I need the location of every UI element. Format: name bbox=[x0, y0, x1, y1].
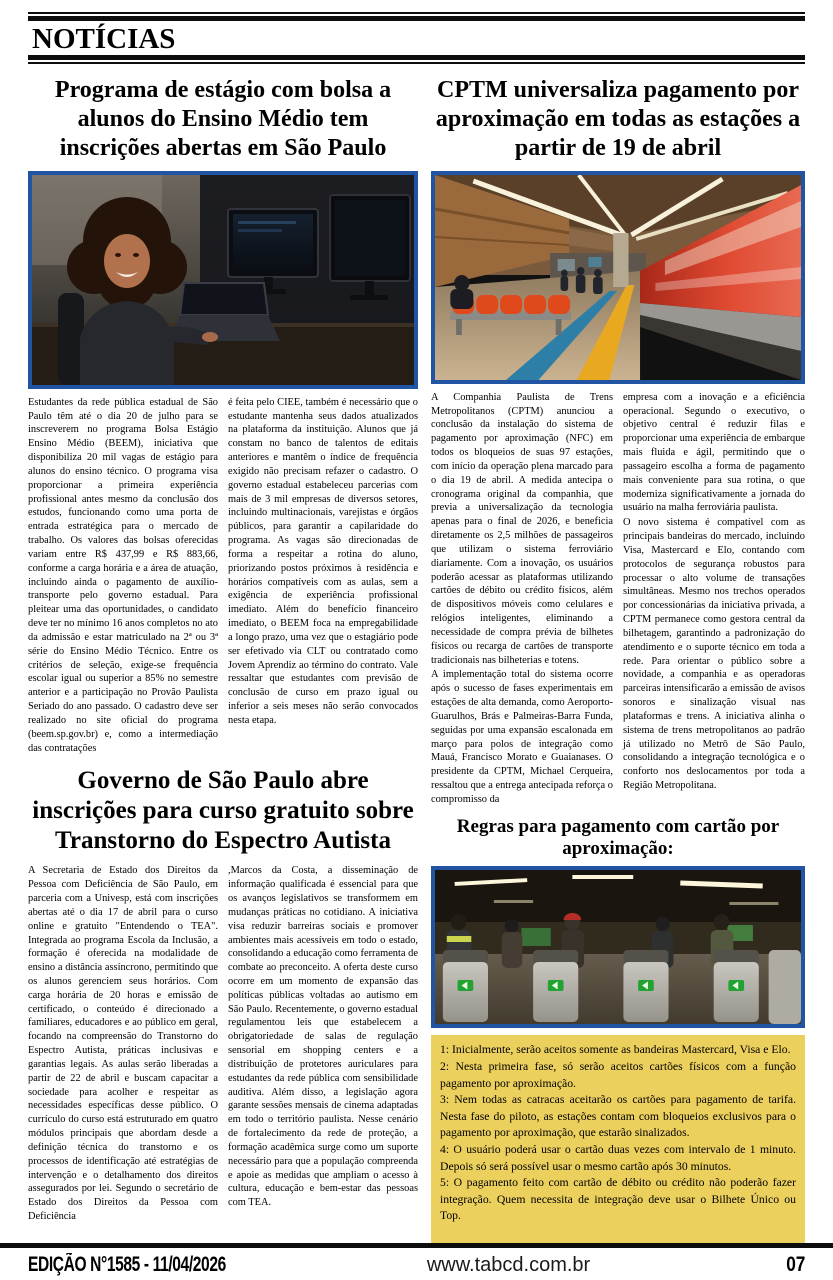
article-cptm-col1-p1: A Companhia Paulista de Trens Metropolitanos (CPTM) anunciou a conclusão da instalação do sistema de pagamento por aproximação (NFC) em todos os bloqueios de suas 97 estações, com início da operação plena marcado para o dia 19 de abril. A medida antecipa o cronograma original da companhia, que previa a universalização da tecnologia apenas para o final de 2026, e beneficia diretamente os 2,5 milhões de passageiros que utilizam o sistema ferroviário diariamente. Com a inovação, os usuários poderão acessar as plataformas utilizando cartões de débito ou crédito físicos, além de dispositivos móveis como celulares e relógios inteligentes, eliminando a necessidade de compra prévia de bilhetes físicos ou recarga de cartões de transporte tradicionais nas bilheterias e totens. bbox=[431, 391, 613, 666]
article-cptm-col2-p1: empresa com a inovação e a eficiência operacional. Segundo o executivo, o objetivo central é reduzir filas e proporcionar uma experiência de embarque mais fluida e ágil, permitindo que o passageiro escolha a forma de pagamento mais conveniente para sua rotina, o que moderniza significativamente a jornada do usuário na malha ferroviária paulista. bbox=[623, 391, 805, 514]
article-cptm-headline: CPTM universaliza pagamento por aproximação em todas as estações a partir de 19 de abril bbox=[435, 77, 801, 162]
masthead bbox=[28, 12, 805, 64]
edition-label: EDIÇÃO N°1585 - 11/04/2026 bbox=[28, 1253, 226, 1276]
article-estagio-col2 bbox=[228, 396, 418, 757]
rule-item-2: 2: Nesta primeira fase, só serão aceitos cartões físicos com a função pagamento por aproximação. bbox=[440, 1059, 796, 1090]
rules-box bbox=[431, 1035, 805, 1247]
article-estagio-col1-text: Estudantes da rede pública estadual de São Paulo têm até o dia 20 de julho para se inscreverem no programa Bolsa Estágio Ensino Médio (BEEM), iniciativa que disponibiliza 20 mil vagas de estágio para alunos do ensino técnico. O programa visa proporcionar a primeira experiência profissional antes mesmo da conclusão dos estudos, funcionando como uma porta de entrada estratégica para o mercado de trabalho. Os valores das bolsas oferecidas variam entre R$ 437,99 e R$ 883,66, conforme a carga horária e a área de atuação, incluindo ainda o pagamento de auxílio-transporte pelo governo estadual. Para pleitear uma das oportunidades, o candidato deve ter no mínimo 16 anos completos no ato da admissão e estar matriculado na 2ª ou 3ª série do Ensino Médio Técnico. Entre os critérios de seleção, exige-se frequência escolar igual ou superior a 85% no semestre anterior e a participação no Provão Paulista Seriado do ano passado. O cadastro deve ser realizado no site oficial do programa (beem.sp.gov.br) e, como a intermediação das contratações bbox=[28, 396, 218, 754]
rule-item-4: 4: O usuário poderá usar o cartão duas vezes com intervalo de 1 minuto. Depois só será possível usar o mesmo cartão após 30 minutos. bbox=[440, 1143, 796, 1173]
train-station-platform-photo bbox=[431, 171, 805, 384]
article-cptm-col2 bbox=[623, 391, 805, 808]
section-title: NOTÍCIAS bbox=[32, 23, 176, 55]
article-estagio-col1 bbox=[28, 396, 218, 757]
rule-item-1: 1: Inicialmente, serão aceitos somente as bandeiras Mastercard, Visa e Elo. bbox=[440, 1043, 791, 1057]
article-tea-col1-text: A Secretaria de Estado dos Direitos da Pessoa com Deficiência de São Paulo, em parceria com a Univesp, está com inscrições abertas até o dia 17 de abril para o curso online e gratuito "Entendendo o TEA". Integrada ao programa Escola da Inclusão, a formação é oferecida na modalidade de ensino a distância assíncrono, permitindo que os alunos gerenciem seus horários. Com carga horária de 20 horas e emissão de certificado, o conteúdo é direcionado a familiares, educadores e ao público em geral, focando na compreensão do Transtorno do Espectro Autista, práticas inclusivas e garantias legais. As aulas serão liberadas a partir de 22 de abril e buscam capacitar a sociedade para acolher e respeitar as necessidades específicas desse público. O currículo do curso está estruturado em quatro módulos principais que abordam desde a definição técnica do transtorno e os processos de identificação até estratégias de intervenção e o detalhamento dos direitos assegurados por lei. Segundo o secretário de Estado dos Direitos da Pessoa com Deficiência bbox=[28, 865, 218, 1223]
article-estagio-body bbox=[28, 396, 418, 757]
turnstiles-photo bbox=[431, 866, 805, 1028]
article-tea-col1 bbox=[28, 864, 218, 1225]
right-column bbox=[431, 70, 805, 1247]
article-cptm-col1-p2: A implementação total do sistema ocorre após o sucesso de fases experimentais em estações de alta demanda, como Aeroporto-Guarulhos, Brás e Palmeiras-Barra Funda, seguidas por uma expansão escalonada em março para polos de integração como Mauá, Francisco Morato e Guaianases. O presidente da CPTM, Michael Cerqueira, ressaltou que a entrega antecipada reforça o compromisso da bbox=[431, 669, 613, 805]
article-tea bbox=[28, 766, 418, 1225]
article-cptm-body bbox=[431, 391, 805, 808]
masthead-bottom-rule-thin bbox=[28, 62, 805, 64]
article-estagio bbox=[28, 76, 418, 756]
article-cptm-col1 bbox=[431, 391, 613, 808]
article-tea-col2-text: ,Marcos da Costa, a disseminação de informação qualificada é essencial para que os avanços legislativos se transformem em mudanças práticas no cotidiano. A iniciativa visa reduzir barreiras sociais e promover ambientes mais acessíveis em todo o estado, consolidando a educação como ferramenta de combate ao preconceito. A oferta deste curso ocorre em um momento de expansão das políticas públicas voltadas ao autismo em São Paulo. Recentemente, o governo estadual regulamentou leis que estabelecem a obrigatoriedade de salas de regulação sensorial em shopping centers e a distribuição de protetores auriculares para estudantes da rede pública com sensibilidade auditiva. Além disso, a legislação agora garante sessões mensais de cinema adaptadas em todo o território paulista. Nesse cenário de fortalecimento da rede de proteção, a formação acadêmica surge como um suporte necessário para que a população compreenda e apoie as medidas que ampliam o acesso à cultura, educação e bem-estar das pessoas com TEA. bbox=[228, 865, 418, 1209]
article-tea-col2 bbox=[228, 864, 418, 1225]
article-cptm bbox=[431, 76, 805, 807]
left-column bbox=[28, 70, 418, 1247]
train-photo-illustration bbox=[435, 175, 801, 380]
rules-title: Regras para pagamento com cartão por aproximação: bbox=[456, 815, 780, 859]
rule-item-5: 5: O pagamento feito com cartão de débito ou crédito não poderão fazer integração. Quem necessita de integração deve usar o Bilhete Único ou Top. bbox=[440, 1176, 796, 1223]
content-grid bbox=[28, 70, 805, 1247]
article-estagio-col2-text: é feita pelo CIEE, também é necessário que o estudante mantenha seus dados atualizados na plataforma da instituição. Alunos que já constam no banco de talentos de editais anteriores e mantêm o índice de frequência exigido não precisam refazer o cadastro. O governo estadual estabeleceu parcerias com mais de 3 mil empresas de diversos setores, incluindo multinacionais, varejistas e órgãos públicos, para garantir a capilaridade do programa. As vagas são direcionadas de forma a respeitar a rotina do aluno, priorizando postos próximos à residência e horários compatíveis com as aulas, sem a exigência de experiência profissional imediato. Além do benefício financeiro imediato, o BEEM foca na empregabilidade a longo prazo, uma vez que o estagiário pode ser efetivado via CLT ou contratado como Jovem Aprendiz ao término do contrato. Vale ressaltar que estudantes com previsão de conclusão de curso em prazo igual ou inferior a seis meses não serão convocados nesta etapa. bbox=[228, 396, 418, 726]
page-number: 07 bbox=[785, 1253, 805, 1276]
website-url: www.tabcd.com.br bbox=[426, 1253, 591, 1276]
footer-rule bbox=[0, 1243, 833, 1248]
article-cptm-col2-p2: O novo sistema é compatível com as principais bandeiras do mercado, incluindo Visa, Mastercard e Elo, contando com protocolos de segurança robustos para processar o alto volume de transações simultâneas. Mesmo nos trechos operados por concessionárias da iniciativa privada, a CPTM permanece como gestora central da bilhetagem, garantindo a padronização do atendimento e o suporte técnico em toda a rede. Para orientar o público sobre a novidade, a companhia e as operadoras parceiras intensificarão a emissão de avisos sonoros e sinalização visual nas plataformas e trens. A iniciativa alinha o sistema de trens metropolitanos ao padrão já utilizado no Metrô de São Paulo, consolidando a integração tecnológica e o conforto nos deslocamentos por toda a Região Metropolitana. bbox=[623, 517, 805, 792]
student-photo-illustration bbox=[32, 175, 414, 385]
student-at-computer-photo bbox=[28, 171, 418, 389]
article-estagio-headline: Programa de estágio com bolsa a alunos do Ensino Médio tem inscrições abertas em São Paulo bbox=[54, 77, 392, 162]
rule-item-3: 3: Nem todas as catracas aceitarão os cartões para pagamento de tarifa. Nesta fase do piloto, as estações contam com bloqueios exclusivos para o pagamento por aproximação, que estarão sinalizados. bbox=[440, 1093, 796, 1140]
turnstiles-photo-illustration bbox=[435, 870, 801, 1024]
article-tea-headline: Governo de São Paulo abre inscrições para curso gratuito sobre Transtorno do Espectro Autista bbox=[32, 767, 414, 855]
rules-section bbox=[431, 816, 805, 1248]
page-footer bbox=[0, 1243, 833, 1280]
article-tea-body bbox=[28, 864, 418, 1225]
